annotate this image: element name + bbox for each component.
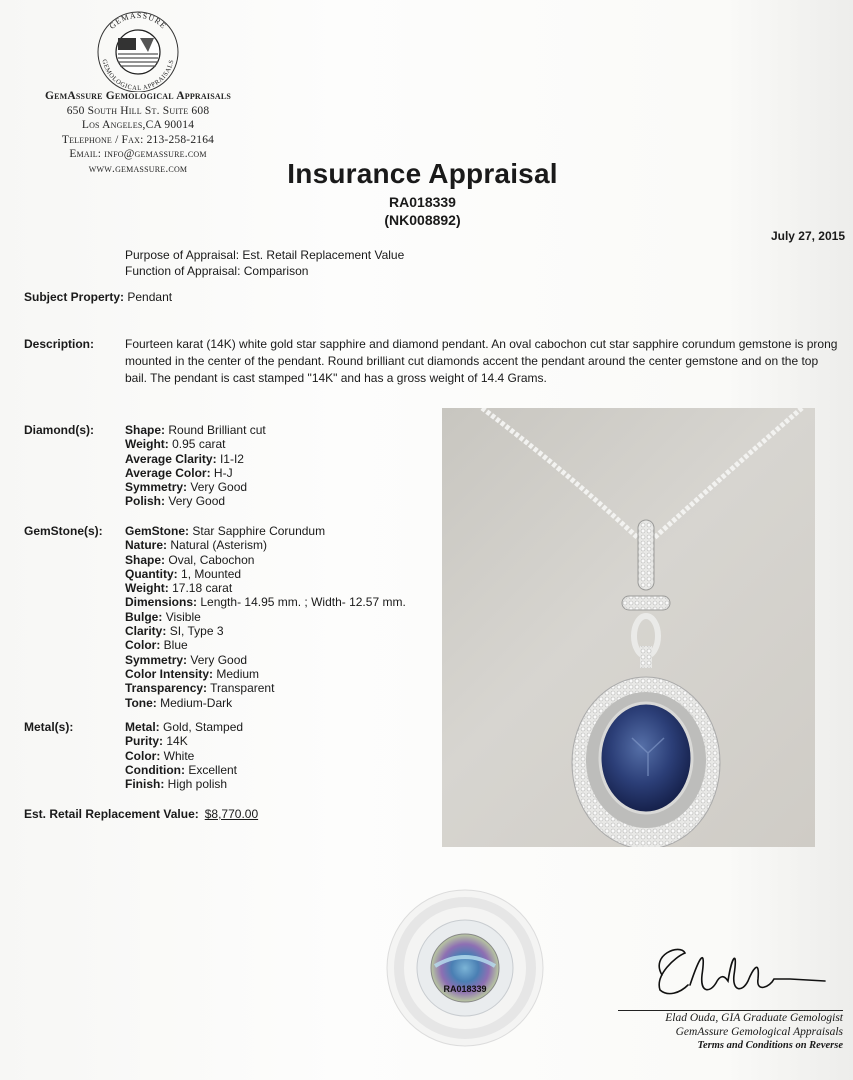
gemstone-row bbox=[125, 553, 406, 567]
page-title: Insurance Appraisal bbox=[287, 158, 558, 189]
field-label: Shape: bbox=[125, 423, 166, 437]
field-value: Length- 14.95 mm. ; Width- 12.57 mm. bbox=[200, 595, 406, 610]
field-value: Oval, Cabochon bbox=[168, 552, 255, 567]
diamonds-label: Diamond(s): bbox=[24, 423, 94, 437]
signature bbox=[640, 935, 830, 1010]
company-website: www.gemassure.com bbox=[88, 162, 188, 175]
svg-text:GEMASSURE: GEMASSURE bbox=[107, 10, 169, 31]
field-label: Dimensions: bbox=[125, 595, 198, 610]
field-label: Finish: bbox=[125, 777, 165, 792]
field-label: Symmetry: bbox=[125, 652, 188, 667]
gemstone-row bbox=[125, 595, 406, 609]
diamond-row bbox=[125, 494, 266, 508]
gemstone-row bbox=[125, 610, 406, 624]
field-label: Shape: bbox=[125, 552, 166, 567]
diamond-row bbox=[125, 452, 266, 466]
field-value: Medium-Dark bbox=[160, 695, 233, 710]
hologram-ref: RA018339 bbox=[443, 984, 487, 994]
signer-company: GemAssure Gemological Appraisals bbox=[675, 1025, 843, 1038]
company-phone: Telephone / Fax: 213-258-2164 bbox=[61, 133, 215, 146]
company-city: Los Angeles,CA 90014 bbox=[81, 119, 195, 131]
field-value: Natural (Asterism) bbox=[170, 538, 268, 553]
field-value: Excellent bbox=[188, 762, 238, 777]
field-value: Medium bbox=[216, 666, 260, 681]
company-street: 650 South Hill St. Suite 608 bbox=[66, 104, 210, 117]
estimated-value-amount: $8,770.00 bbox=[204, 807, 259, 821]
gemstone-details bbox=[125, 524, 406, 710]
subject-label: Subject Property: bbox=[24, 290, 125, 304]
secondary-number: (NK008892) bbox=[384, 212, 461, 228]
signer-name: Elad Ouda, GIA Graduate Gemologist bbox=[618, 1010, 843, 1026]
diamond-row bbox=[125, 423, 266, 437]
estimated-value-label: Est. Retail Replacement Value: bbox=[24, 807, 199, 821]
description-text: Fourteen karat (14K) white gold star sapphire and diamond pendant. An oval cabochon cut star sapphire corundum gemstone is prong mounted in the center of the pendant. Round brilliant cut diamonds accent the pendant around the center gemstone and on the top bail. The pendant is cast stamped "14K" and has a gross weight of 14.4 Grams. bbox=[125, 337, 838, 385]
field-label: Bulge: bbox=[125, 609, 163, 624]
gemstone-row bbox=[125, 581, 406, 595]
metal-details bbox=[125, 720, 243, 791]
field-label: Color Intensity: bbox=[125, 666, 214, 681]
field-label: Purity: bbox=[125, 734, 164, 749]
field-label: Condition: bbox=[125, 762, 185, 777]
field-value: 17.18 carat bbox=[172, 581, 233, 596]
gemstone-row bbox=[125, 538, 406, 552]
field-value: 14K bbox=[166, 734, 188, 749]
field-label: Polish: bbox=[125, 494, 166, 509]
terms-note: Terms and Conditions on Reverse bbox=[697, 1040, 843, 1051]
diamond-row bbox=[125, 437, 266, 451]
subject-property bbox=[24, 290, 172, 304]
estimated-value bbox=[24, 807, 258, 821]
gemassure-logo bbox=[92, 8, 184, 92]
field-label: Color: bbox=[125, 638, 161, 653]
field-value: Round Brilliant cut bbox=[168, 423, 266, 437]
field-value: White bbox=[163, 748, 195, 763]
subject-value: Pendant bbox=[127, 290, 173, 304]
hologram-seal bbox=[385, 888, 545, 1048]
field-label: Average Clarity: bbox=[125, 451, 217, 466]
field-label: Clarity: bbox=[125, 624, 167, 639]
pendant-photo bbox=[442, 408, 815, 847]
field-value: Star Sapphire Corundum bbox=[192, 524, 326, 538]
gemstone-row bbox=[125, 567, 406, 581]
field-value: Very Good bbox=[190, 480, 248, 495]
gemstone-row bbox=[125, 524, 406, 538]
field-label: Average Color: bbox=[125, 465, 211, 480]
field-value: I1-I2 bbox=[219, 451, 244, 466]
field-value: Transparent bbox=[210, 681, 275, 696]
field-label: Nature: bbox=[125, 538, 168, 553]
purpose-line: Purpose of Appraisal: Est. Retail Replacement Value bbox=[125, 248, 405, 262]
field-label: GemStone: bbox=[125, 524, 190, 538]
purpose-block bbox=[125, 248, 404, 279]
metals-label: Metal(s): bbox=[24, 720, 74, 734]
metal-row bbox=[125, 734, 243, 748]
field-value: SI, Type 3 bbox=[169, 624, 224, 639]
gemstone-row bbox=[125, 667, 406, 681]
diamond-row bbox=[125, 480, 266, 494]
gemstone-row bbox=[125, 653, 406, 667]
metal-row bbox=[125, 763, 243, 777]
description-label: Description: bbox=[24, 337, 95, 351]
field-label: Symmetry: bbox=[125, 480, 188, 495]
field-label: Tone: bbox=[125, 695, 157, 710]
company-email: Email: info@gemassure.com bbox=[69, 148, 207, 160]
metal-row bbox=[125, 749, 243, 763]
reference-numbers bbox=[200, 193, 645, 229]
field-value: Very Good bbox=[168, 494, 226, 509]
metal-row bbox=[125, 777, 243, 791]
appraisal-number: RA018339 bbox=[389, 194, 456, 210]
field-value: 1, Mounted bbox=[181, 566, 242, 581]
function-line: Function of Appraisal: Comparison bbox=[125, 263, 309, 278]
gemstones-label: GemStone(s): bbox=[24, 524, 103, 538]
diamonds-details bbox=[125, 423, 266, 509]
gemstone-row bbox=[125, 638, 406, 652]
field-value: High polish bbox=[167, 777, 228, 792]
field-value: Very Good bbox=[190, 652, 248, 667]
field-label: Metal: bbox=[125, 720, 160, 734]
field-label: Weight: bbox=[125, 437, 169, 452]
field-value: Gold, Stamped bbox=[163, 720, 244, 734]
gemstone-row bbox=[125, 696, 406, 710]
pendant-illustration bbox=[442, 408, 815, 847]
metal-row bbox=[125, 720, 243, 734]
diamond-row bbox=[125, 466, 266, 480]
gemstone-row bbox=[125, 624, 406, 638]
field-label: Color: bbox=[125, 748, 161, 763]
signer-block bbox=[618, 1010, 843, 1053]
field-value: H-J bbox=[213, 465, 233, 480]
field-label: Quantity: bbox=[125, 566, 178, 581]
field-value: 0.95 carat bbox=[172, 437, 226, 452]
company-name: GemAssure Gemological Appraisals bbox=[44, 90, 232, 102]
gemstone-row bbox=[125, 681, 406, 695]
field-label: Transparency: bbox=[125, 681, 208, 696]
appraisal-date: July 27, 2015 bbox=[770, 229, 845, 243]
svg-text:GEMOLOGICAL APPRAISALS: GEMOLOGICAL APPRAISALS bbox=[100, 58, 176, 92]
field-value: Visible bbox=[165, 609, 201, 624]
field-label: Weight: bbox=[125, 581, 169, 596]
field-value: Blue bbox=[163, 638, 188, 653]
